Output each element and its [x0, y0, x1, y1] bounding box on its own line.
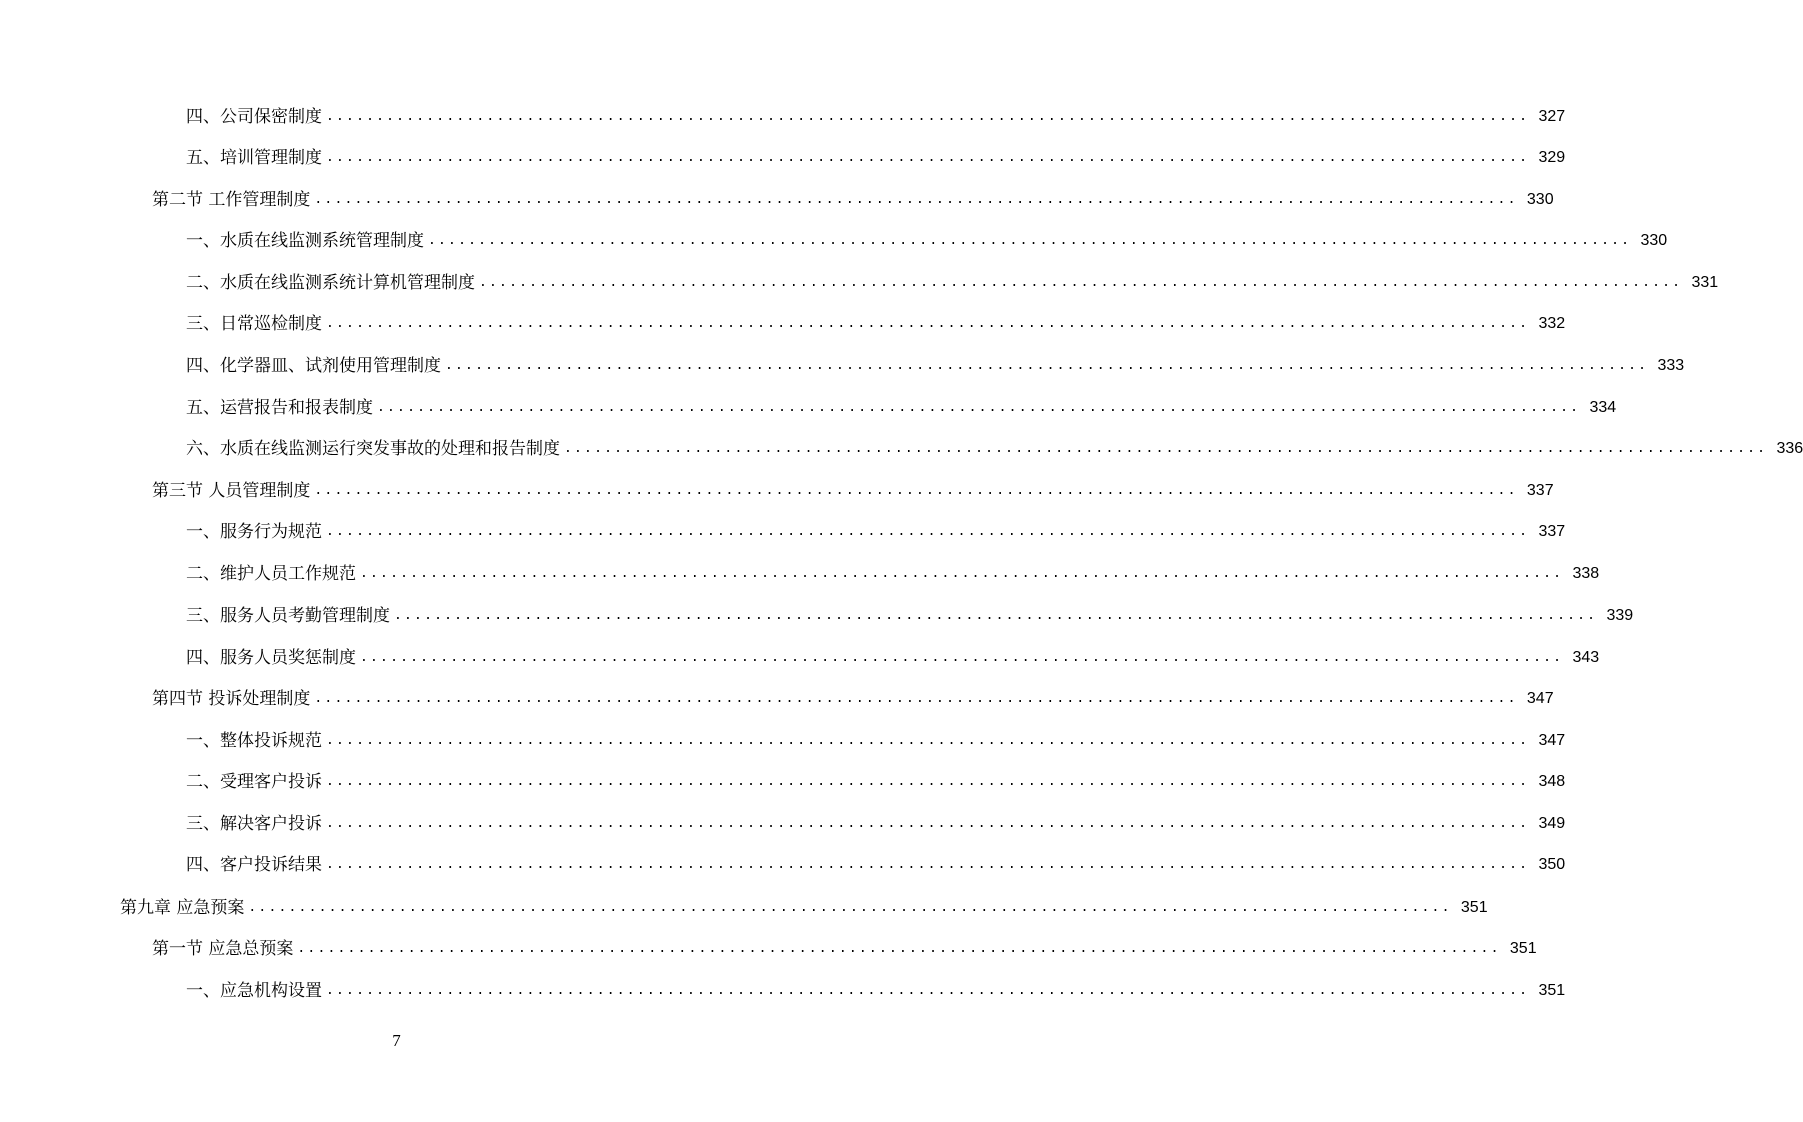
toc-entry-title: 二、受理客户投诉	[186, 772, 322, 792]
toc-entry-title: 三、解决客户投诉	[186, 814, 322, 834]
toc-entry[interactable]	[186, 769, 1566, 795]
dot-leader: ........................................................................................................................	[394, 608, 1598, 623]
toc-entry[interactable]	[186, 228, 1668, 254]
toc-entry[interactable]	[186, 436, 1803, 462]
dot-leader: ........................................................................................................................	[564, 441, 1768, 456]
toc-entry-page: 351	[1538, 982, 1566, 999]
dot-leader: ........................................................................................................................	[377, 400, 1581, 415]
toc-entry[interactable]	[186, 311, 1566, 337]
toc-entry-page: 329	[1538, 149, 1566, 166]
toc-entry-page: 332	[1538, 315, 1566, 332]
dot-leader: ........................................................................................................................	[326, 109, 1530, 124]
dot-leader: ........................................................................................................................	[297, 941, 1501, 956]
toc-entry-page: 338	[1572, 565, 1600, 582]
toc-entry-page: 339	[1606, 607, 1634, 624]
toc-entry-title: 一、水质在线监测系统管理制度	[186, 231, 424, 251]
toc-entry[interactable]	[186, 852, 1566, 878]
toc-entry-page: 343	[1572, 649, 1600, 666]
toc-entry-title: 一、应急机构设置	[186, 981, 322, 1001]
dot-leader: ........................................................................................................................	[360, 650, 1564, 665]
dot-leader: ........................................................................................................................	[248, 900, 1452, 915]
toc-entry-title: 二、维护人员工作规范	[186, 564, 356, 584]
toc-entry-title: 第二节 工作管理制度	[152, 190, 311, 210]
toc-entry-title: 第四节 投诉处理制度	[152, 689, 311, 709]
toc-entry[interactable]	[152, 936, 1537, 962]
toc-entry-title: 一、整体投诉规范	[186, 731, 322, 751]
dot-leader: ........................................................................................................................	[326, 150, 1530, 165]
toc-entry-page: 337	[1526, 482, 1554, 499]
toc-entry-page: 348	[1538, 773, 1566, 790]
dot-leader: ........................................................................................................................	[479, 275, 1683, 290]
dot-leader: ........................................................................................................................	[360, 566, 1564, 581]
dot-leader: ........................................................................................................................	[326, 524, 1530, 539]
toc-entry-title: 四、服务人员奖惩制度	[186, 648, 356, 668]
toc-entry[interactable]	[152, 686, 1554, 712]
dot-leader: ........................................................................................................................	[428, 233, 1632, 248]
toc-entry[interactable]	[186, 145, 1566, 171]
toc-entry-title: 第九章 应急预案	[120, 898, 245, 918]
toc-entry-page: 349	[1538, 815, 1566, 832]
dot-leader: ........................................................................................................................	[326, 816, 1530, 831]
dot-leader: ........................................................................................................................	[445, 358, 1649, 373]
toc-entry-title: 六、水质在线监测运行突发事故的处理和报告制度	[186, 439, 560, 459]
toc-entry[interactable]	[186, 645, 1600, 671]
toc-entry-title: 五、运营报告和报表制度	[186, 398, 373, 418]
toc-entry[interactable]	[186, 104, 1566, 130]
toc-entry[interactable]	[186, 603, 1634, 629]
toc-entry-page: 334	[1589, 399, 1617, 416]
toc-entry[interactable]	[186, 561, 1600, 587]
toc-entry-title: 三、日常巡检制度	[186, 314, 322, 334]
dot-leader: ........................................................................................................................	[314, 691, 1518, 706]
toc-entry-title: 一、服务行为规范	[186, 522, 322, 542]
toc-entry-page: 336	[1776, 440, 1803, 457]
toc-entry[interactable]	[186, 353, 1685, 379]
toc-entry[interactable]	[186, 395, 1617, 421]
toc-entry-title: 四、公司保密制度	[186, 107, 322, 127]
toc-entry-page: 351	[1460, 899, 1488, 916]
dot-leader: ........................................................................................................................	[326, 774, 1530, 789]
toc-entry[interactable]	[186, 519, 1566, 545]
toc-entry-page: 333	[1657, 357, 1685, 374]
toc-entry-page: 347	[1538, 732, 1566, 749]
toc-entry-title: 四、客户投诉结果	[186, 855, 322, 875]
toc-entry-page: 337	[1538, 523, 1566, 540]
toc-entry-page: 347	[1526, 690, 1554, 707]
toc-entry-page: 327	[1538, 108, 1566, 125]
toc-entry-page: 351	[1509, 940, 1537, 957]
dot-leader: ........................................................................................................................	[326, 983, 1530, 998]
toc-entry-title: 三、服务人员考勤管理制度	[186, 606, 390, 626]
toc-entry-title: 四、化学器皿、试剂使用管理制度	[186, 356, 441, 376]
dot-leader: ........................................................................................................................	[314, 192, 1518, 207]
dot-leader: ........................................................................................................................	[326, 733, 1530, 748]
toc-entry-title: 第一节 应急总预案	[152, 939, 294, 959]
dot-leader: ........................................................................................................................	[314, 483, 1518, 498]
toc-entry-page: 330	[1640, 232, 1668, 249]
toc-entry[interactable]	[120, 895, 1488, 921]
toc-entry[interactable]	[186, 811, 1566, 837]
toc-entry-page: 330	[1526, 191, 1554, 208]
toc-entry[interactable]	[152, 478, 1554, 504]
toc-entry-title: 二、水质在线监测系统计算机管理制度	[186, 273, 475, 293]
toc-entry-title: 五、培训管理制度	[186, 148, 322, 168]
page-number: 7	[392, 1031, 401, 1050]
toc-entry-page: 331	[1691, 274, 1719, 291]
toc-entry[interactable]	[186, 270, 1719, 296]
dot-leader: ........................................................................................................................	[326, 316, 1530, 331]
toc-entry-title: 第三节 人员管理制度	[152, 481, 311, 501]
toc-entry[interactable]	[186, 978, 1566, 1004]
dot-leader: ........................................................................................................................	[326, 857, 1530, 872]
toc-entry[interactable]	[186, 728, 1566, 754]
toc-entry-page: 350	[1538, 856, 1566, 873]
toc-entry[interactable]	[152, 187, 1554, 213]
